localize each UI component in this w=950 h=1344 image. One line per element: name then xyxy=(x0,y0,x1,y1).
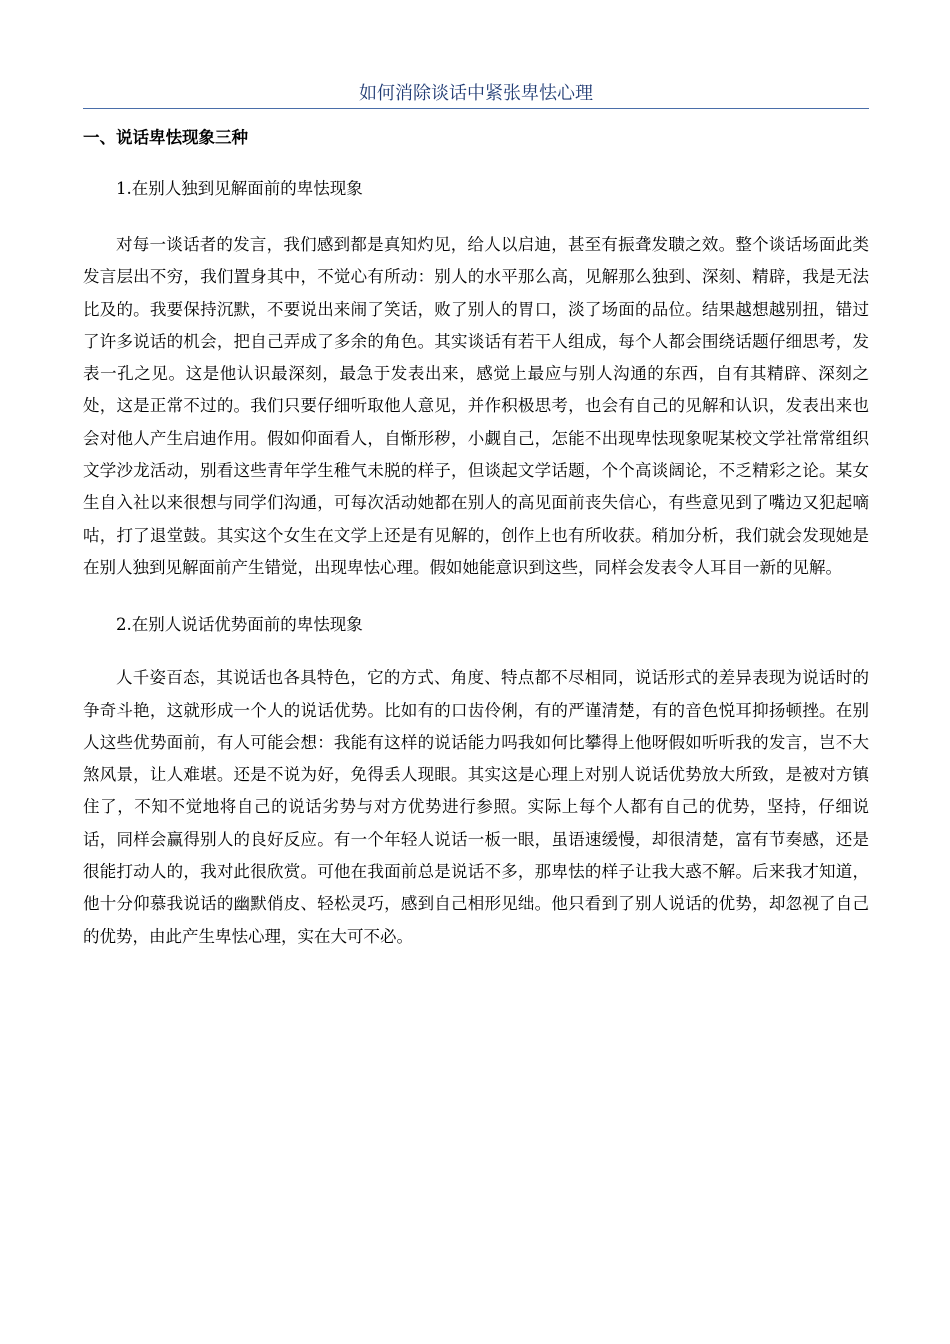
paragraph-1: 对每一谈话者的发言，我们感到都是真知灼见，给人以启迪，甚至有振聋发聩之效。整个谈话场面此类发言层出不穷，我们置身其中，不觉心有所动：别人的水平那么高，见解那么独到、深刻、精辟，我是无法比及的。我要保持沉默，不要说出来闹了笑话，败了别人的胃口，淡了场面的品位。结果越想越别扭，错过了许多说话的机会，把自己弄成了多余的角色。其实谈话有若干人组成，每个人都会围绕话题仔细思考，发表一孔之见。这是他认识最深刻，最急于发表出来，感觉上最应与别人沟通的东西，自有其精辟、深刻之处，这是正常不过的。我们只要仔细听取他人意见，并作积极思考，也会有自己的见解和认识，发表出来也会对他人产生启迪作用。假如仰面看人，自惭形秽，小觑自己，怎能不出现卑怯现象呢某校文学社常常组织文学沙龙活动，别看这些青年学生稚气未脱的样子，但谈起文学话题，个个高谈阔论，不乏精彩之论。某女生自入社以来很想与同学们沟通，可每次活动她都在别人的高见面前丧失信心，有些意见到了嘴边又犯起嘀咕，打了退堂鼓。其实这个女生在文学上还是有见解的，创作上也有所收获。稍加分析，我们就会发现她是在别人独到见解面前产生错觉，出现卑怯心理。假如她能意识到这些，同样会发表令人耳目一新的见解。 xyxy=(83,235,869,577)
subsection-heading-1: 1.在别人独到见解面前的卑怯现象 xyxy=(116,179,363,198)
subsection-heading-2: 2.在别人说话优势面前的卑怯现象 xyxy=(116,615,363,635)
section-heading: 一、说话卑怯现象三种 xyxy=(83,128,248,147)
paragraph-2: 人千姿百态，其说话也各具特色，它的方式、角度、特点都不尽相同，说话形式的差异表现为说话时的争奇斗艳，这就形成一个人的说话优势。比如有的口齿伶俐，有的严谨清楚，有的音色悦耳抑扬顿挫。在别人这些优势面前，有人可能会想：我能有这样的说话能力吗我如何比攀得上他呀假如听听我的发言，岂不大煞风景，让人难堪。还是不说为好，免得丢人现眼。其实这是心理上对别人说话优势放大所致，是被对方镇住了，不知不觉地将自己的说话劣势与对方优势进行参照。实际上每个人都有自己的优势，坚持，仔细说话，同样会赢得别人的良好反应。有一个年轻人说话一板一眼，虽语速缓慢，却很清楚，富有节奏感，还是很能打动人的，我对此很欣赏。可他在我面前总是说话不多，那卑怯的样子让我大惑不解。后来我才知道，他十分仰慕我说话的幽默俏皮、轻松灵巧，感到自己相形见绌。他只看到了别人说话的优势，却忽视了自己的优势，由此产生卑怯心理，实在大可不必。 xyxy=(83,668,869,946)
document-page xyxy=(83,0,869,953)
document-title: 如何消除谈话中紧张卑怯心理 xyxy=(83,80,869,109)
